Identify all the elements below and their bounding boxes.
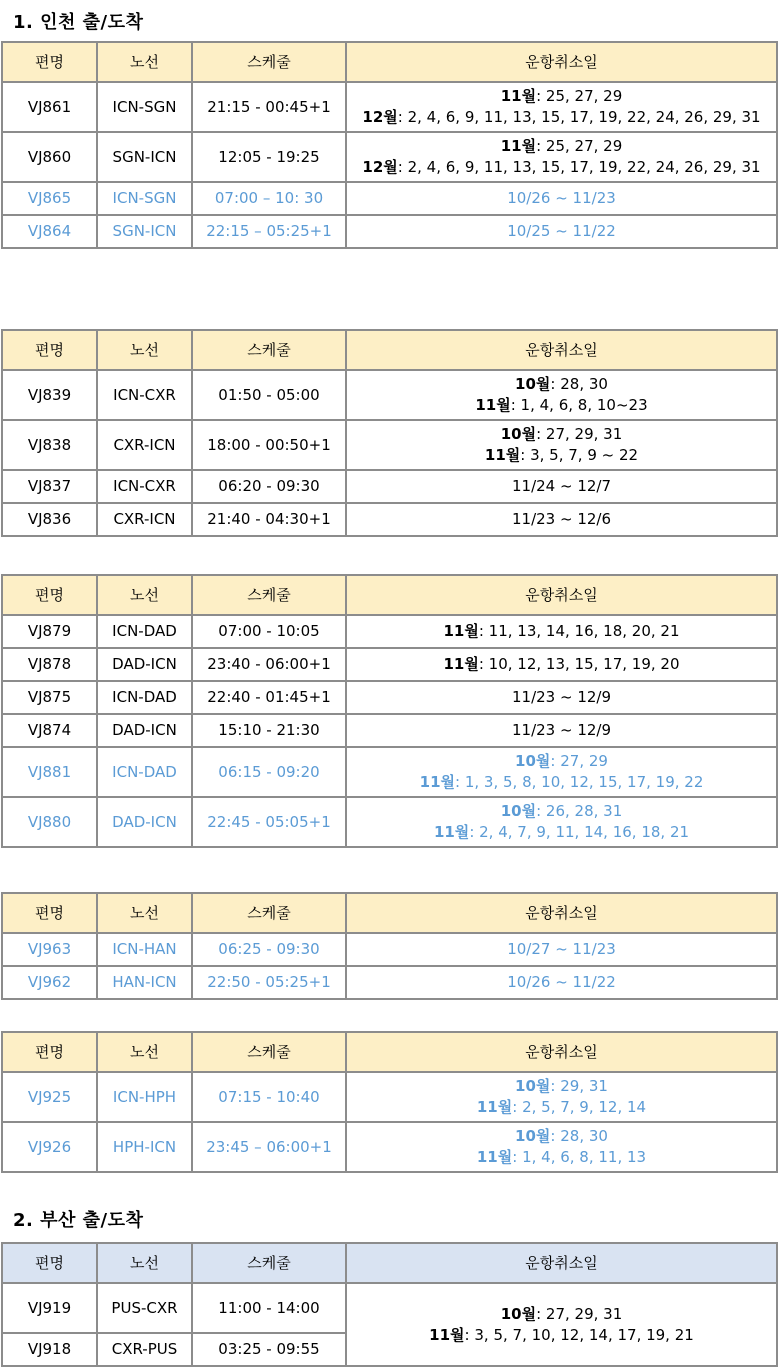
cancel-dates <box>346 1122 777 1172</box>
schedule-table-cxr <box>1 329 778 537</box>
header-route: 노선 <box>97 575 192 615</box>
schedule: 11:00 - 14:00 <box>192 1283 346 1333</box>
cancel-days: : 27, 29, 31 <box>536 425 623 443</box>
route: ICN-CXR <box>97 470 192 503</box>
route: SGN-ICN <box>97 132 192 182</box>
cancel-dates: 10/27 ~ 11/23 <box>346 933 777 966</box>
route: ICN-HAN <box>97 933 192 966</box>
schedule-table-hph <box>1 1031 778 1173</box>
cancel-days: : 2, 4, 6, 9, 11, 13, 15, 17, 19, 22, 24, 26, 29, 31 <box>397 158 761 176</box>
cancel-month: 10월 <box>515 1127 551 1145</box>
cancel-month: 10월 <box>500 425 537 443</box>
table-row <box>2 933 777 966</box>
table-row <box>2 1283 777 1333</box>
table-row <box>2 182 777 215</box>
schedule: 18:00 - 00:50+1 <box>192 420 346 470</box>
cancel-dates: 11/23 ~ 12/6 <box>346 503 777 536</box>
cancel-days: : 3, 5, 7, 9 ~ 22 <box>520 446 639 464</box>
cancel-dates: 11/23 ~ 12/9 <box>346 681 777 714</box>
schedule: 07:00 – 10: 30 <box>192 182 346 215</box>
flight-number: VJ925 <box>2 1072 97 1122</box>
schedule: 23:40 - 06:00+1 <box>192 648 346 681</box>
cancel-days: : 28, 30 <box>550 375 608 393</box>
cancel-days: : 29, 31 <box>550 1077 608 1095</box>
cancel-line <box>347 157 776 178</box>
cancel-days: : 2, 5, 7, 9, 12, 14 <box>512 1098 647 1116</box>
flight-number: VJ963 <box>2 933 97 966</box>
cancel-dates: 10/26 ~ 11/22 <box>346 966 777 999</box>
route: CXR-PUS <box>97 1333 192 1366</box>
route: ICN-SGN <box>97 182 192 215</box>
schedule: 07:00 - 10:05 <box>192 615 346 648</box>
header-schedule: 스케줄 <box>192 1032 346 1072</box>
cancel-days: : 27, 29, 31 <box>536 1304 623 1323</box>
route: DAD-ICN <box>97 797 192 847</box>
cancel-days: : 2, 4, 7, 9, 11, 14, 16, 18, 21 <box>469 823 690 841</box>
flight-number: VJ880 <box>2 797 97 847</box>
schedule: 15:10 - 21:30 <box>192 714 346 747</box>
cancel-days: : 1, 4, 6, 8, 10~23 <box>510 396 648 414</box>
table-row <box>2 1122 777 1172</box>
table-row <box>2 82 777 132</box>
header-schedule: 스케줄 <box>192 893 346 933</box>
cancel-line <box>347 621 776 642</box>
header-route: 노선 <box>97 1032 192 1072</box>
cancel-line <box>347 445 776 466</box>
schedule: 01:50 - 05:00 <box>192 370 346 420</box>
schedule: 12:05 - 19:25 <box>192 132 346 182</box>
schedule: 06:15 - 09:20 <box>192 747 346 797</box>
flight-number: VJ838 <box>2 420 97 470</box>
cancel-line <box>347 1126 776 1147</box>
schedule: 22:15 – 05:25+1 <box>192 215 346 248</box>
table-row <box>2 797 777 847</box>
flight-number: VJ875 <box>2 681 97 714</box>
cancel-line <box>347 801 776 822</box>
schedule-table-sgn <box>1 41 778 249</box>
cancel-month: 11월 <box>476 1098 513 1116</box>
cancel-dates <box>346 615 777 648</box>
cancel-dates: 11/23 ~ 12/9 <box>346 714 777 747</box>
cancel-line <box>347 424 776 445</box>
cancel-line <box>347 86 776 107</box>
table-row <box>2 966 777 999</box>
flight-number: VJ861 <box>2 82 97 132</box>
cancel-dates <box>346 648 777 681</box>
route: ICN-DAD <box>97 747 192 797</box>
flight-number: VJ919 <box>2 1283 97 1333</box>
cancel-month: 11월 <box>429 1325 465 1344</box>
cancel-days: : 25, 27, 29 <box>536 87 623 105</box>
flight-number: VJ860 <box>2 132 97 182</box>
header-flight: 편명 <box>2 1243 97 1283</box>
cancel-dates <box>346 797 777 847</box>
header-cancel: 운항취소일 <box>346 330 777 370</box>
header-cancel: 운항취소일 <box>346 42 777 82</box>
cancel-month: 12월 <box>362 108 398 126</box>
cancel-line <box>347 654 776 675</box>
flight-number: VJ874 <box>2 714 97 747</box>
cancel-dates <box>346 420 777 470</box>
table-row <box>2 681 777 714</box>
table-row <box>2 503 777 536</box>
flight-number: VJ962 <box>2 966 97 999</box>
route: ICN-SGN <box>97 82 192 132</box>
cancel-month: 11월 <box>476 1148 513 1166</box>
header-cancel: 운항취소일 <box>346 575 777 615</box>
cancel-month: 10월 <box>515 375 551 393</box>
header-route: 노선 <box>97 330 192 370</box>
cancel-month: 10월 <box>500 802 537 820</box>
route: ICN-DAD <box>97 681 192 714</box>
cancel-month: 10월 <box>500 1304 537 1323</box>
route: CXR-ICN <box>97 420 192 470</box>
cancel-month: 11월 <box>500 87 537 105</box>
cancel-month: 11월 <box>443 622 479 640</box>
cancel-dates <box>346 1283 777 1366</box>
schedule: 22:50 - 05:25+1 <box>192 966 346 999</box>
table-row <box>2 215 777 248</box>
cancel-dates <box>346 82 777 132</box>
cancel-month: 12월 <box>362 158 398 176</box>
header-flight: 편명 <box>2 330 97 370</box>
route: DAD-ICN <box>97 648 192 681</box>
route: CXR-ICN <box>97 503 192 536</box>
flight-number: VJ926 <box>2 1122 97 1172</box>
flight-number: VJ864 <box>2 215 97 248</box>
route: SGN-ICN <box>97 215 192 248</box>
route: ICN-HPH <box>97 1072 192 1122</box>
table-row <box>2 747 777 797</box>
cancel-month: 10월 <box>515 752 551 770</box>
header-flight: 편명 <box>2 42 97 82</box>
table-row <box>2 648 777 681</box>
header-cancel: 운항취소일 <box>346 893 777 933</box>
cancel-days: : 28, 30 <box>550 1127 608 1145</box>
cancel-line <box>347 772 776 793</box>
header-flight: 편명 <box>2 575 97 615</box>
table-row <box>2 470 777 503</box>
route: HAN-ICN <box>97 966 192 999</box>
cancel-month: 11월 <box>484 446 521 464</box>
table-row <box>2 714 777 747</box>
flight-number: VJ837 <box>2 470 97 503</box>
flight-number: VJ878 <box>2 648 97 681</box>
schedule-table-han <box>1 892 778 1000</box>
header-schedule: 스케줄 <box>192 42 346 82</box>
section-title-incheon: 1. 인천 출/도착 <box>13 12 144 33</box>
cancel-dates: 11/24 ~ 12/7 <box>346 470 777 503</box>
header-route: 노선 <box>97 1243 192 1283</box>
schedule: 22:40 - 01:45+1 <box>192 681 346 714</box>
header-cancel: 운항취소일 <box>346 1032 777 1072</box>
cancel-dates <box>346 747 777 797</box>
flight-number: VJ839 <box>2 370 97 420</box>
header-route: 노선 <box>97 42 192 82</box>
section-title-busan: 2. 부산 출/도착 <box>13 1210 144 1231</box>
header-cancel: 운항취소일 <box>346 1243 777 1283</box>
cancel-month: 11월 <box>433 823 470 841</box>
cancel-line <box>347 1076 776 1097</box>
cancel-line <box>347 374 776 395</box>
cancel-line <box>347 822 776 843</box>
schedule-table-pus <box>1 1242 778 1367</box>
schedule-table-dad <box>1 574 778 848</box>
schedule: 06:25 - 09:30 <box>192 933 346 966</box>
cancel-days: : 27, 29 <box>550 752 608 770</box>
table-row <box>2 615 777 648</box>
header-flight: 편명 <box>2 1032 97 1072</box>
schedule: 03:25 - 09:55 <box>192 1333 346 1366</box>
header-schedule: 스케줄 <box>192 575 346 615</box>
cancel-days: : 1, 4, 6, 8, 11, 13 <box>512 1148 647 1166</box>
header-flight: 편명 <box>2 893 97 933</box>
cancel-dates: 10/26 ~ 11/23 <box>346 182 777 215</box>
schedule: 21:40 - 04:30+1 <box>192 503 346 536</box>
route: DAD-ICN <box>97 714 192 747</box>
cancel-month: 11월 <box>419 773 456 791</box>
route: ICN-CXR <box>97 370 192 420</box>
cancel-days: : 3, 5, 7, 10, 12, 14, 17, 19, 21 <box>464 1325 694 1344</box>
cancel-line <box>347 107 776 128</box>
cancel-line <box>347 1097 776 1118</box>
cancel-month: 10월 <box>515 1077 551 1095</box>
cancel-line <box>347 751 776 772</box>
route: PUS-CXR <box>97 1283 192 1333</box>
cancel-dates <box>346 370 777 420</box>
schedule: 06:20 - 09:30 <box>192 470 346 503</box>
schedule: 21:15 - 00:45+1 <box>192 82 346 132</box>
cancel-days: : 1, 3, 5, 8, 10, 12, 15, 17, 19, 22 <box>455 773 704 791</box>
cancel-dates <box>346 132 777 182</box>
schedule: 22:45 - 05:05+1 <box>192 797 346 847</box>
cancel-days: : 10, 12, 13, 15, 17, 19, 20 <box>478 655 680 673</box>
flight-number: VJ881 <box>2 747 97 797</box>
header-schedule: 스케줄 <box>192 1243 346 1283</box>
cancel-days: : 11, 13, 14, 16, 18, 20, 21 <box>478 622 680 640</box>
header-schedule: 스케줄 <box>192 330 346 370</box>
schedule: 23:45 – 06:00+1 <box>192 1122 346 1172</box>
route: HPH-ICN <box>97 1122 192 1172</box>
cancel-line <box>347 395 776 416</box>
cancel-month: 11월 <box>500 137 537 155</box>
cancel-month: 11월 <box>443 655 479 673</box>
cancel-line <box>347 136 776 157</box>
table-row <box>2 370 777 420</box>
cancel-days: : 25, 27, 29 <box>536 137 623 155</box>
cancel-days: : 26, 28, 31 <box>536 802 623 820</box>
cancel-dates: 10/25 ~ 11/22 <box>346 215 777 248</box>
cancel-dates <box>346 1072 777 1122</box>
table-row <box>2 132 777 182</box>
cancel-month: 11월 <box>475 396 511 414</box>
cancel-days: : 2, 4, 6, 9, 11, 13, 15, 17, 19, 22, 24, 26, 29, 31 <box>397 108 761 126</box>
cancel-line <box>347 1325 776 1346</box>
table-row <box>2 420 777 470</box>
table-row <box>2 1072 777 1122</box>
cancel-line <box>347 1304 776 1325</box>
route: ICN-DAD <box>97 615 192 648</box>
flight-number: VJ879 <box>2 615 97 648</box>
flight-number: VJ865 <box>2 182 97 215</box>
flight-number: VJ836 <box>2 503 97 536</box>
cancel-line <box>347 1147 776 1168</box>
flight-number: VJ918 <box>2 1333 97 1366</box>
header-route: 노선 <box>97 893 192 933</box>
schedule: 07:15 - 10:40 <box>192 1072 346 1122</box>
